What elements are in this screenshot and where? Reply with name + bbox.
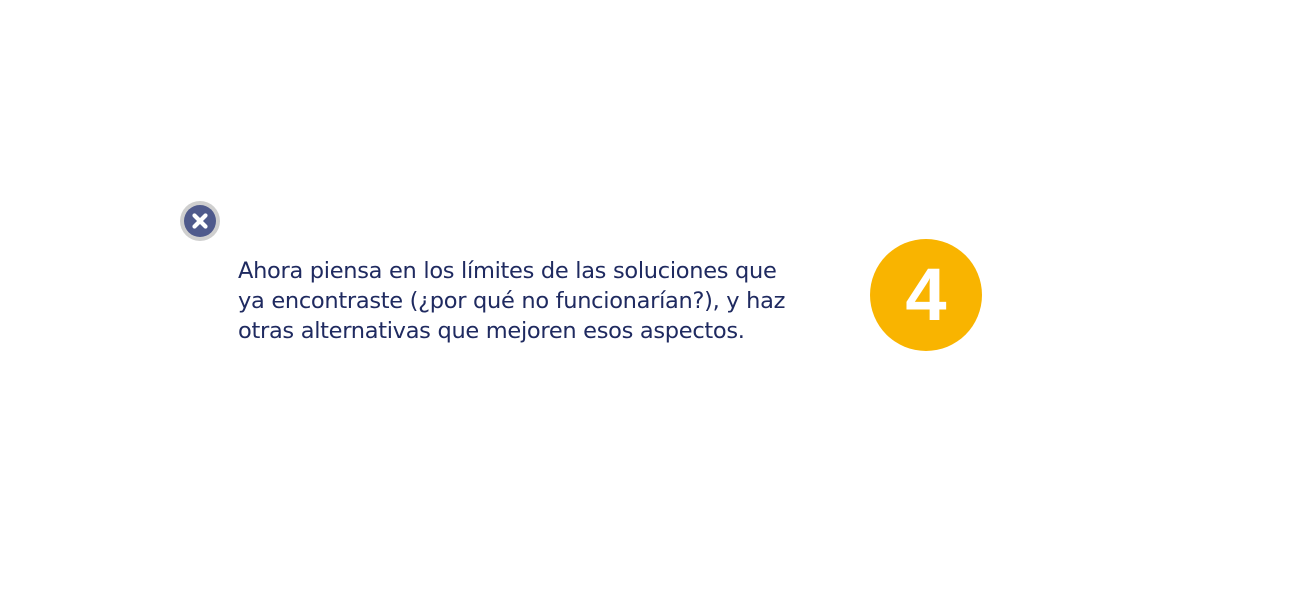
instruction-text: Ahora piensa en los límites de las soluciones que ya encontraste (¿por qué no funcionarían?), y haz otras alternativas que mejoren esos aspectos. — [238, 258, 786, 344]
close-button[interactable] — [180, 201, 220, 241]
step-number: 4 — [905, 253, 947, 336]
step-badge — [870, 239, 982, 351]
close-icon — [183, 204, 217, 238]
